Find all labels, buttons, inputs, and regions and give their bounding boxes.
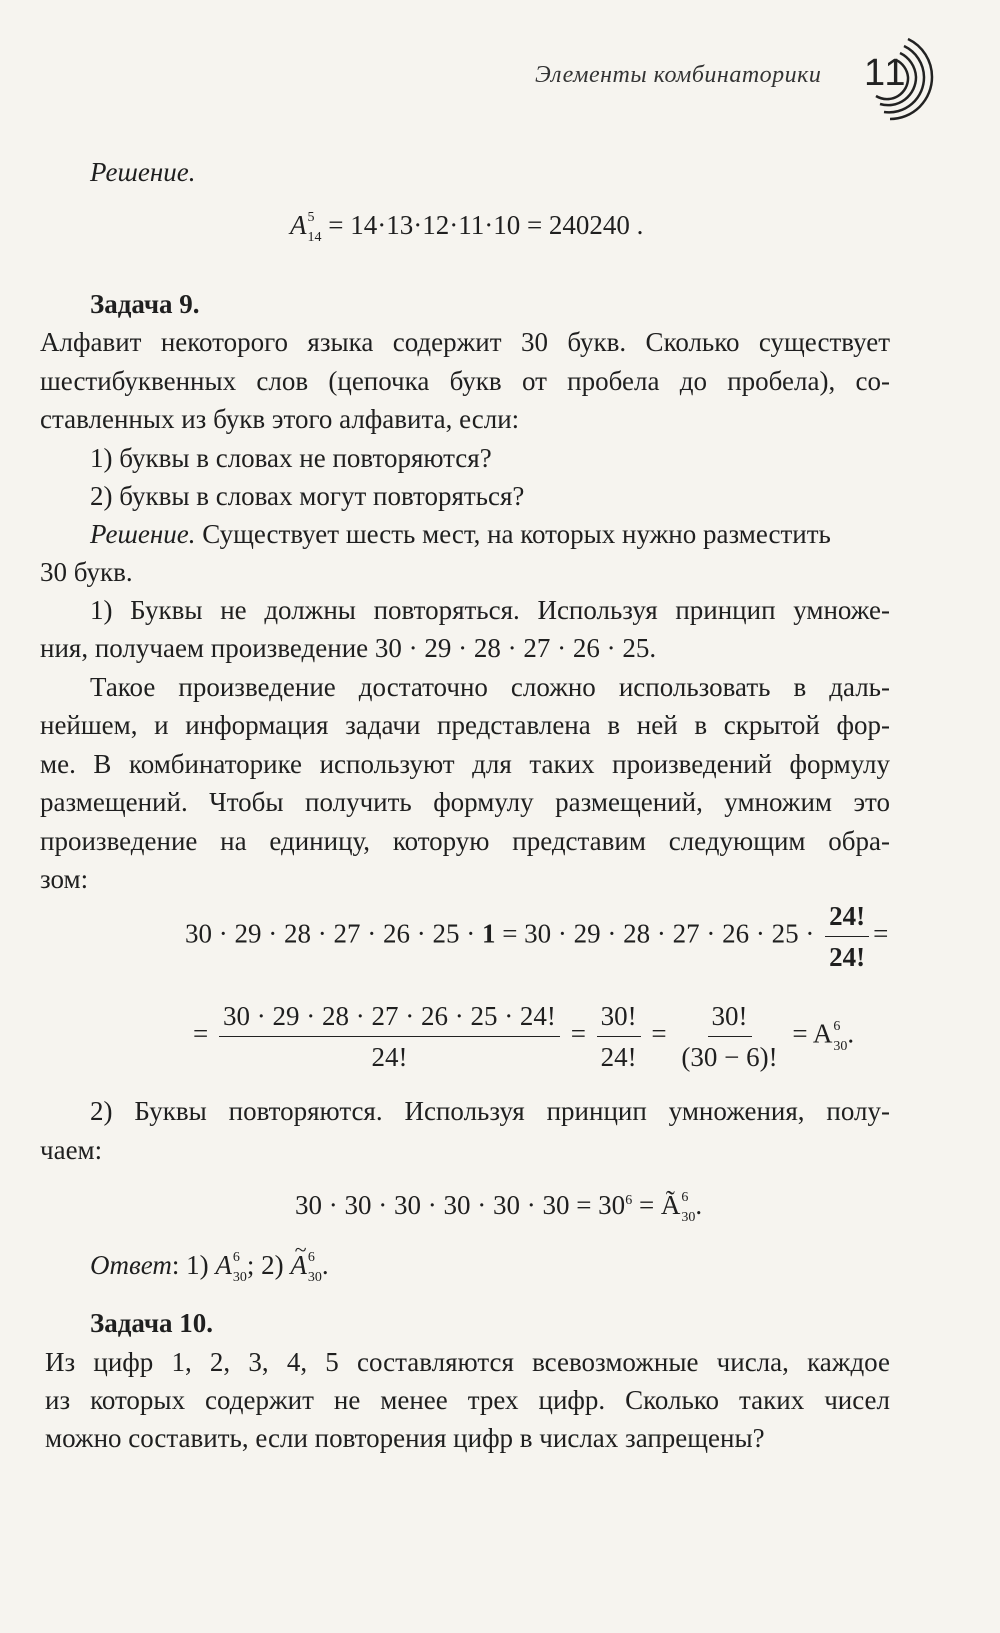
problem9-para-line-5: произведение на единицу, которую представим следующим обра-	[40, 826, 890, 856]
formula2-eq: =	[193, 1018, 209, 1049]
answer-symbol-1: A	[215, 1250, 232, 1280]
problem9-part2-line-1: 2) Буквы повторяются. Используя принцип умножения, полу-	[90, 1096, 890, 1126]
page-number: 11	[864, 52, 908, 94]
problem10-statement-line-1: Из цифр 1, 2, 3, 4, 5 составляются всевозможные числа, каждое	[45, 1347, 890, 1377]
problem9-para-line-6: зом:	[40, 864, 89, 894]
problem9-part1-line-1: 1) Буквы не должны повторяться. Используя принцип умноже-	[90, 595, 890, 625]
formula3-sup: 6	[681, 1189, 689, 1205]
formula-indices	[308, 211, 322, 245]
formula1-frac-den: 24!	[829, 942, 866, 972]
formula-sup: 5	[307, 209, 315, 225]
problem9-solution-label: Решение.	[90, 519, 196, 549]
formula2-sup: 6	[833, 1018, 841, 1034]
problem9-para-line-3: ме. В комбинаторике используют для таких произведений формулу	[40, 749, 890, 779]
problem9-part1-line-2: ния, получаем произведение 30 · 29 · 28 · 27 · 26 · 25.	[40, 633, 657, 663]
problem9-statement-line-3: ставленных из букв этого алфавита, если:	[40, 404, 520, 434]
formula3-eq: = Ã	[632, 1190, 681, 1220]
formula3-power: 6	[625, 1193, 633, 1208]
formula2-fraction-1	[219, 1000, 560, 1073]
problem9-question-1: 1) буквы в словах не повторяются?	[90, 443, 492, 473]
answer-indices-2	[308, 1251, 322, 1285]
formula3-end: .	[695, 1190, 703, 1220]
problem10-heading: Задача 10.	[90, 1308, 214, 1338]
formula-a14	[290, 210, 643, 245]
answer-sup-1: 6	[232, 1249, 240, 1265]
problem9-answer	[90, 1250, 329, 1285]
problem9-solution-line	[90, 517, 831, 551]
problem9-para-line-4: размещений. Чтобы получить формулу размещений, умножим это	[40, 787, 890, 817]
answer-end: .	[321, 1250, 329, 1280]
formula2-f2-den: 24!	[600, 1042, 637, 1072]
formula2-sub: 30	[833, 1038, 848, 1054]
solution-label: Решение.	[90, 157, 196, 187]
formula-sub: 14	[307, 229, 322, 245]
formula2-f3-den: (30 − 6)!	[681, 1042, 778, 1072]
formula1-end: =	[873, 918, 889, 949]
answer-sub-2: 30	[307, 1269, 322, 1285]
formula2-f3-num: 30!	[708, 1000, 752, 1037]
formula-rhs: = 14·13·12·11·10 = 240240 .	[328, 210, 644, 240]
formula1-one: 1	[481, 918, 496, 949]
formula1-mid: = 30 · 29 · 28 · 27 · 26 · 25 ·	[495, 918, 822, 949]
formula-symbol: A	[290, 210, 307, 240]
formula2-result: = A	[792, 1018, 833, 1049]
answer-sub-1: 30	[232, 1269, 247, 1285]
formula2-fraction-2	[597, 1000, 641, 1073]
formula1-fraction	[825, 900, 869, 973]
answer-sup-2: 6	[307, 1249, 315, 1265]
formula2-fraction-3	[677, 1000, 781, 1073]
problem9-solution-text: Существует шесть мест, на которых нужно разместить	[195, 519, 831, 549]
answer-indices-1	[233, 1251, 247, 1285]
formula3-indices	[681, 1191, 695, 1225]
problem9-question-2: 2) буквы в словах могут повторяться?	[90, 481, 525, 511]
formula1-lhs: 30 · 29 · 28 · 27 · 26 · 25 ·	[185, 918, 482, 949]
problem9-statement-line-2: шестибуквенных слов (цепочка букв от пробела до пробела), со-	[40, 366, 890, 396]
header-arcs-ornament-icon	[870, 36, 966, 122]
answer-symbol-2: ~ A	[290, 1250, 307, 1281]
formula-repetitions	[295, 1190, 702, 1225]
answer-label: Ответ	[90, 1250, 172, 1280]
problem9-para-line-1: Такое произведение достаточно сложно использовать в даль-	[90, 672, 890, 702]
problem9-solution-line-2: 30 букв.	[40, 557, 133, 587]
answer-colon: : 1)	[171, 1250, 216, 1280]
formula-arrangements	[193, 1000, 854, 1073]
formula1-frac-num: 24!	[825, 900, 869, 937]
problem9-part2-line-2: чаем:	[40, 1135, 103, 1165]
formula2-indices	[833, 1020, 847, 1054]
formula2-eq3: =	[651, 1018, 667, 1049]
running-title: Элементы комбинаторики	[535, 62, 822, 88]
problem10-statement-line-2: из которых содержит не менее трех цифр. Сколько таких чисел	[45, 1385, 890, 1415]
formula2-f1-den: 24!	[371, 1042, 408, 1072]
problem10-statement-line-3: можно составить, если повторения цифр в числах запрещены?	[45, 1423, 765, 1453]
formula2-end: .	[847, 1018, 855, 1049]
formula-multiply-by-one	[185, 900, 888, 973]
problem9-para-line-2: нейшем, и информация задачи представлена в ней в скрытой фор-	[40, 710, 890, 740]
problem9-statement-line-1: Алфавит некоторого языка содержит 30 букв. Сколько существует	[40, 327, 890, 357]
answer-sep: ; 2)	[246, 1250, 291, 1280]
formula3-lhs: 30 · 30 · 30 · 30 · 30 · 30 = 30	[295, 1190, 626, 1220]
formula2-f1-num: 30 · 29 · 28 · 27 · 26 · 25 · 24!	[219, 1000, 560, 1037]
formula2-eq2: =	[570, 1018, 586, 1049]
problem9-heading: Задача 9.	[90, 289, 200, 319]
formula2-f2-num: 30!	[597, 1000, 641, 1037]
formula3-sub: 30	[681, 1209, 696, 1225]
